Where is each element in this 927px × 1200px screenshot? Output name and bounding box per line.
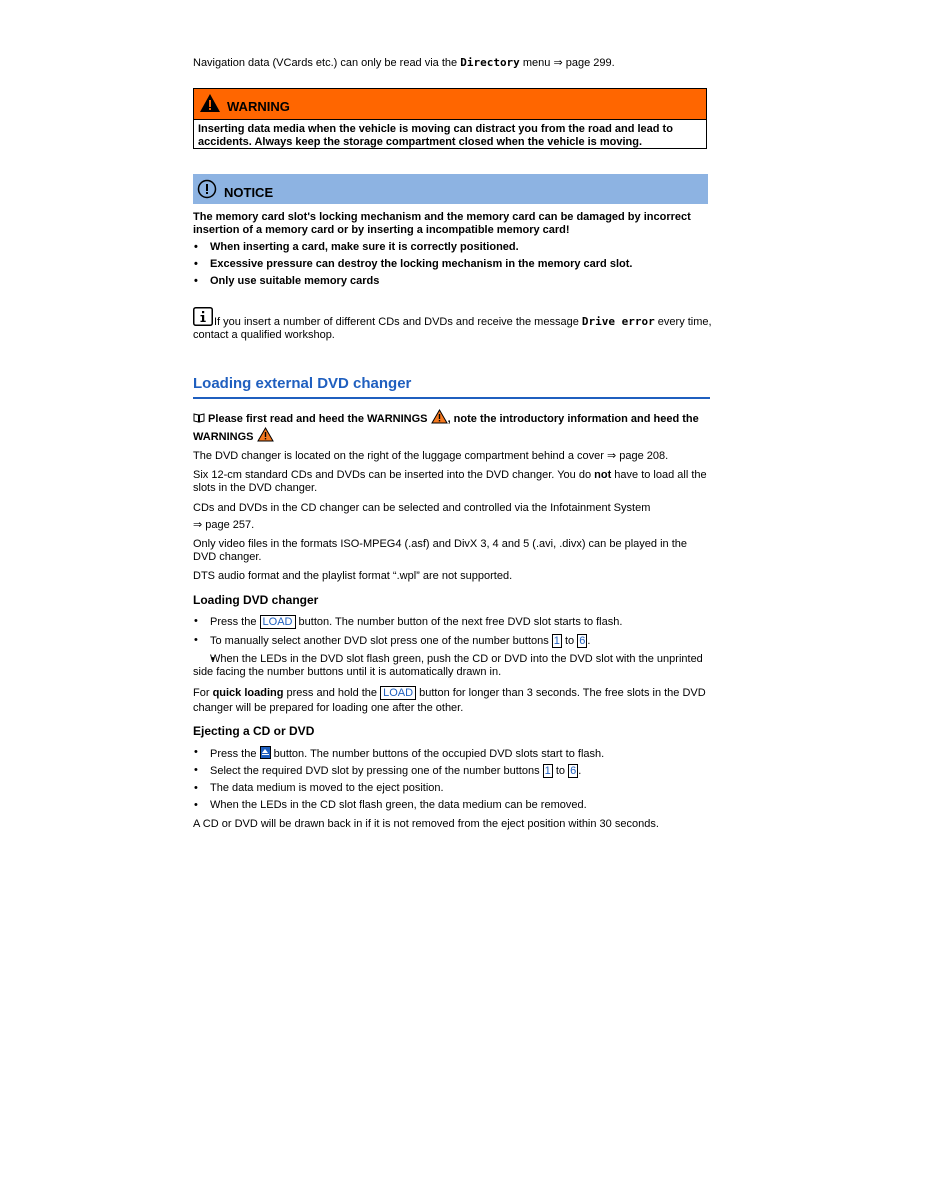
list-item	[193, 634, 713, 653]
number-button-6: 6	[570, 765, 577, 777]
book-icon	[193, 413, 205, 423]
list-item: • When the LEDs in the CD slot flash green, the data medium can be removed.	[193, 799, 713, 816]
read-first-text-a: Please first read and heed the WARNINGS	[205, 413, 431, 425]
notice-header	[193, 174, 708, 204]
paragraph-control: CDs and DVDs in the CD changer can be selected and controlled via the Infotainment System	[193, 502, 651, 514]
capacity-not: not	[594, 469, 612, 481]
warning-triangle-icon	[257, 427, 274, 442]
list-item: • The data medium is moved to the eject position.	[193, 782, 713, 799]
eject-step-2-a: Select the required DVD slot by pressing one of the number buttons	[210, 765, 543, 777]
loading-steps	[193, 615, 713, 679]
loading-heading: Loading DVD changer	[193, 593, 319, 607]
capacity-text-a: Six 12-cm standard CDs and DVDs can be inserted into the DVD changer. You do	[193, 469, 595, 481]
number-button-1: 1	[553, 635, 560, 647]
quick-text-c: button for longer than 3 seconds. The free slots in the DVD changer will be prepared for loading one after the other.	[193, 687, 706, 714]
exclamation-circle-icon	[197, 179, 217, 199]
eject-step-1-b: button. The number buttons of the occupied DVD slots start to flash.	[270, 748, 605, 760]
info-text	[193, 315, 713, 342]
loading-step-3: When the LEDs in the DVD slot flash green, push the CD or DVD into the DVD slot with the unprinted side facing the number buttons until it is automatically drawn in.	[193, 653, 703, 678]
paragraph-unsupported: DTS audio format and the playlist format “.wpl” are not supported.	[193, 570, 513, 582]
eject-heading: Ejecting a CD or DVD	[193, 724, 315, 738]
info-text-pre: If you insert a number of different CDs and DVDs and receive the message	[214, 316, 582, 328]
list-item: • Excessive pressure can destroy the locking mechanism in the memory card slot.	[193, 258, 713, 275]
eject-step-2-b: .	[578, 765, 582, 777]
loading-step-2-a: To manually select another DVD slot press one of the number buttons	[210, 635, 552, 647]
intro-text: Navigation data (VCards etc.) can only be read via the	[193, 57, 461, 69]
warning-header	[194, 89, 706, 120]
load-button: LOAD	[380, 686, 416, 700]
range-to: to	[561, 635, 578, 647]
quick-text-b: press and hold the	[283, 687, 381, 699]
capacity-text-b: have to load all the slots in the DVD changer.	[193, 469, 707, 494]
paragraph-formats: Only video files in the formats ISO-MPEG4 (.asf) and DivX 3, 4 and 5 (.avi, .divx) can be played in the DVD changer.	[193, 538, 688, 563]
number-button-1: 1	[544, 765, 551, 777]
number-button-6: 6	[579, 635, 586, 647]
notice-title: NOTICE	[224, 185, 274, 200]
info-text-post: every time, contact a qualified workshop.	[193, 316, 712, 341]
quick-loading-paragraph	[193, 686, 713, 716]
eject-button-icon	[260, 746, 271, 759]
directory-menu-ref: Directory	[460, 56, 520, 69]
quick-text-a: For	[193, 687, 213, 699]
quick-loading-term: quick loading	[212, 687, 284, 699]
eject-steps	[193, 746, 713, 816]
paragraph-control-ref: ⇒ page 257.	[193, 519, 255, 531]
list-item: • Only use suitable memory cards	[193, 275, 713, 292]
list-item	[193, 615, 713, 634]
paragraph-capacity	[193, 469, 713, 495]
notice-text: The memory card slot's locking mechanism and the memory card can be damaged by incorrect insertion of a memory card or by inserting a incompatible memory card!	[193, 211, 691, 236]
read-first-note	[193, 409, 713, 445]
loading-step-2-b: .	[587, 635, 591, 647]
read-first-text-b: , note the introductory information and heed the WARNINGS	[193, 413, 699, 443]
notice-list	[193, 241, 713, 292]
load-button: LOAD	[260, 615, 296, 629]
eject-step-1-a: Press the	[210, 748, 260, 760]
section-title: Loading external DVD changer	[193, 377, 710, 399]
list-item	[193, 653, 713, 679]
list-item: • When inserting a card, make sure it is correctly positioned.	[193, 241, 713, 258]
list-item	[193, 746, 713, 764]
list-item	[193, 764, 713, 782]
warning-text: Inserting data media when the vehicle is moving can distract you from the road and lead to accidents. Always keep the storage compartment closed when the vehicle is moving.	[198, 123, 673, 148]
drive-error-message: Drive error	[581, 315, 655, 328]
warning-triangle-icon	[199, 93, 221, 113]
intro-page-ref: menu ⇒ page 299.	[519, 57, 615, 69]
intro-paragraph	[193, 56, 713, 70]
loading-step-1-b: button. The number button of the next free DVD slot starts to flash.	[295, 616, 623, 628]
warning-box	[193, 88, 707, 149]
warning-triangle-icon	[431, 409, 448, 424]
loading-step-1-a: Press the	[210, 616, 260, 628]
paragraph-location: The DVD changer is located on the right of the luggage compartment behind a cover ⇒ page 208.	[193, 450, 669, 462]
eject-final-paragraph: A CD or DVD will be drawn back in if it is not removed from the eject position within 30 seconds.	[193, 818, 659, 830]
range-to: to	[552, 765, 569, 777]
warning-title: WARNING	[227, 99, 290, 114]
